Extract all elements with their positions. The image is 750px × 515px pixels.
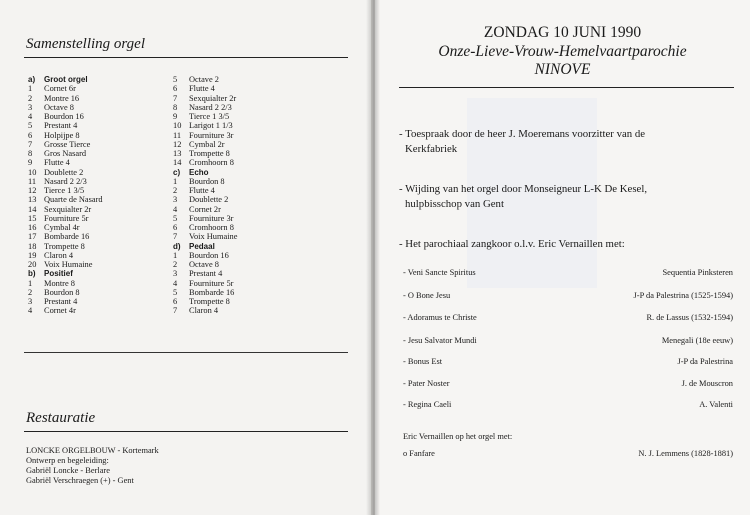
stop-name: Montre 8 <box>44 278 75 288</box>
stop-name: Octave 8 <box>44 102 74 112</box>
stop-number: d) <box>173 241 181 251</box>
stop-name: Montre 16 <box>44 93 80 103</box>
organ-stop <box>173 177 237 186</box>
stop-name: Cornet 4r <box>44 306 76 316</box>
stop-number: 2 <box>173 186 178 195</box>
stop-name: Voix Humaine <box>189 232 238 242</box>
piece-composer: A. Valenti <box>699 400 733 409</box>
division-heading <box>28 75 103 84</box>
restauratie-line: Gabriël Loncke - Berlare <box>26 466 110 475</box>
stop-name: Claron 4 <box>189 306 219 316</box>
stop-name: Positief <box>44 269 73 279</box>
organ-stop <box>28 168 103 177</box>
stop-number: 8 <box>173 102 178 112</box>
stop-number: 2 <box>28 93 33 103</box>
piece-title: - Veni Sancte Spiritus <box>403 268 476 277</box>
stop-name: Bourdon 16 <box>44 112 84 121</box>
organ-stop <box>173 140 237 149</box>
stop-name: Octave 8 <box>189 260 219 269</box>
left-page <box>0 0 371 515</box>
stop-name: Prestant 4 <box>44 297 78 306</box>
restauratie-line: Ontwerp en begeleiding: <box>26 456 109 465</box>
stop-name: Flutte 4 <box>44 158 70 168</box>
stop-name: Bourdon 16 <box>189 250 229 260</box>
organ-intro-text: Eric Vernaillen op het orgel met: <box>403 432 513 441</box>
organ-stop <box>28 186 103 195</box>
stop-name: Bombarde 16 <box>189 287 235 297</box>
stop-number: 7 <box>173 93 178 103</box>
stop-number: 7 <box>173 232 178 242</box>
stop-name: Octave 2 <box>189 75 219 84</box>
stop-number: 4 <box>28 306 33 316</box>
organ-stop <box>173 214 237 223</box>
stop-number: 19 <box>28 250 37 260</box>
stop-name: Claron 4 <box>44 250 74 260</box>
book-spine <box>366 0 380 515</box>
stop-number: 10 <box>28 167 37 177</box>
stop-number: 8 <box>28 149 33 158</box>
stop-name: Trompette 8 <box>189 297 230 306</box>
stop-number: 5 <box>28 121 33 131</box>
stop-number: c) <box>173 167 181 177</box>
organ-stop <box>28 131 103 140</box>
stop-name: Gros Nasard <box>44 149 87 158</box>
organ-stop <box>173 94 237 103</box>
event-date: ZONDAG 10 JUNI 1990 <box>483 24 642 41</box>
stop-name: Sexquialter 2r <box>44 204 92 214</box>
stop-number: 9 <box>28 158 33 168</box>
stop-name: Quarte de Nasard <box>44 195 103 205</box>
organ-piece-row <box>403 449 733 458</box>
organ-stop <box>28 94 103 103</box>
organ-stop <box>28 205 103 214</box>
stop-number: 3 <box>173 195 178 205</box>
stop-number: 12 <box>173 139 182 149</box>
stop-number: 10 <box>173 121 182 131</box>
program-item-choir <box>399 237 729 252</box>
stop-name: Nasard 2 2/3 <box>189 102 232 112</box>
restauratie-line: LONCKE ORGELBOUW - Kortemark <box>26 446 159 455</box>
choir-piece-row <box>403 268 733 277</box>
stop-number: 3 <box>28 102 33 112</box>
choir-piece-row <box>403 357 733 366</box>
stop-name: Groot orgel <box>44 75 88 84</box>
stop-name: Echo <box>189 167 209 177</box>
organ-stop <box>173 288 237 297</box>
stop-number: 6 <box>173 223 178 232</box>
organ-stop <box>173 223 237 232</box>
choir-piece-row <box>403 400 733 409</box>
organ-stops-column-2 <box>173 75 237 316</box>
stop-name: Larigot 1 1/3 <box>189 121 233 131</box>
organ-stop <box>28 121 103 130</box>
stop-name: Cornet 6r <box>44 84 76 94</box>
restauratie-underline <box>24 431 348 432</box>
stop-name: Pedaal <box>189 241 215 251</box>
stop-name: Cornet 2r <box>189 204 221 214</box>
stop-name: Voix Humaine <box>44 260 93 269</box>
organ-stop <box>28 297 103 306</box>
piece-title: - Adoramus te Christe <box>403 313 477 322</box>
stop-name: Trompette 8 <box>189 149 230 158</box>
stop-name: Grosse Tierce <box>44 139 91 149</box>
piece-composer: R. de Lassus (1532-1594) <box>646 313 733 322</box>
organ-stop <box>173 112 237 121</box>
stop-number: 12 <box>28 186 37 195</box>
stop-number: a) <box>28 75 36 84</box>
division-heading <box>28 269 103 278</box>
program-item-speech <box>399 127 729 157</box>
stop-name: Tierce 1 3/5 <box>44 186 85 195</box>
stop-number: 14 <box>28 204 37 214</box>
piece-title: - Bonus Est <box>403 357 443 366</box>
stop-number: 6 <box>173 297 178 306</box>
organ-stop <box>28 103 103 112</box>
organ-stop <box>173 103 237 112</box>
section-divider <box>24 352 348 353</box>
organ-stop <box>28 149 103 158</box>
program-item-line: - Het parochiaal zangkoor o.l.v. Eric Vernaillen met: <box>399 238 625 250</box>
piece-composer: J-P da Palestrina <box>677 357 733 366</box>
choir-piece-row <box>403 313 733 322</box>
stop-number: 3 <box>28 297 33 306</box>
stop-name: Flutte 4 <box>189 84 215 94</box>
stop-number: 6 <box>28 130 33 140</box>
stop-name: Cromhoorn 8 <box>189 223 234 232</box>
piece-composer: Menegali (18e eeuw) <box>661 336 733 345</box>
organ-stops-column-1 <box>28 75 103 316</box>
restauratie-title: Restauratie <box>26 410 96 426</box>
stop-number: 1 <box>28 278 33 288</box>
organ-stop <box>28 279 103 288</box>
piece-composer: N. J. Lemmens (1828-1881) <box>638 449 733 458</box>
program-item-line: - Wijding van het orgel door Monseigneur L-K De Kesel, <box>399 183 648 195</box>
stop-number: 5 <box>173 287 178 297</box>
organ-stop <box>173 84 237 93</box>
stop-name: Bourdon 8 <box>44 287 80 297</box>
choir-piece-row <box>403 291 733 300</box>
organ-stop <box>28 112 103 121</box>
stop-name: Nasard 2 2/3 <box>44 176 87 186</box>
stop-name: Fourniture 5r <box>189 278 234 288</box>
organ-stop <box>173 306 237 315</box>
organ-stop <box>173 149 237 158</box>
organ-stop <box>28 214 103 223</box>
organ-stop <box>173 297 237 306</box>
piece-composer: J. de Mouscron <box>681 379 733 388</box>
stop-number: 5 <box>173 75 178 84</box>
organ-stop <box>28 177 103 186</box>
organ-stop <box>173 269 237 278</box>
stop-number: 2 <box>28 287 33 297</box>
stop-number: 11 <box>173 130 182 140</box>
stop-number: b) <box>28 269 36 279</box>
organ-stop <box>173 260 237 269</box>
stop-name: Trompette 8 <box>44 241 85 251</box>
stop-name: Bourdon 8 <box>189 176 225 186</box>
stop-name: Prestant 4 <box>189 269 223 279</box>
stop-name: Fourniture 3r <box>189 130 234 140</box>
piece-composer: J-P da Palestrina (1525-1594) <box>633 291 733 300</box>
stop-number: 13 <box>28 195 37 205</box>
organ-stop <box>28 251 103 260</box>
organ-stop <box>28 260 103 269</box>
piece-title: - Pater Noster <box>403 379 450 388</box>
organ-stop <box>28 223 103 232</box>
choir-piece-row <box>403 336 733 345</box>
stop-name: Holpijpe 8 <box>44 130 80 140</box>
title-underline <box>24 57 348 58</box>
program-item-line: hulpbisschop van Gent <box>405 198 504 210</box>
organ-intro <box>403 432 733 441</box>
stop-number: 4 <box>173 204 178 214</box>
piece-title: - Jesu Salvator Mundi <box>403 336 477 345</box>
organ-stop <box>28 195 103 204</box>
parish-name: Onze-Lieve-Vrouw-Hemelvaartparochie <box>438 43 687 60</box>
program-item-line: - Toespraak door de heer J. Moeremans voorzitter van de <box>399 128 646 140</box>
stop-name: Prestant 4 <box>44 121 78 131</box>
stop-number: 4 <box>173 278 178 288</box>
heading-rule <box>399 87 734 88</box>
stop-name: Cymbal 4r <box>44 223 80 232</box>
stop-name: Doublette 2 <box>189 195 229 205</box>
organ-stop <box>173 205 237 214</box>
organ-stop <box>173 232 237 241</box>
stop-number: 3 <box>173 269 178 279</box>
stop-number: 11 <box>28 176 37 186</box>
stop-name: Bombarde 16 <box>44 232 90 242</box>
division-heading <box>173 168 237 177</box>
stop-number: 1 <box>173 250 178 260</box>
organ-stop <box>28 288 103 297</box>
city-name: NINOVE <box>534 61 591 78</box>
stop-number: 17 <box>28 232 37 242</box>
division-heading <box>173 242 237 251</box>
piece-title: - Regina Caeli <box>403 400 452 409</box>
stop-number: 9 <box>173 112 178 121</box>
organ-stop <box>173 75 237 84</box>
organ-stop <box>173 186 237 195</box>
organ-stop <box>173 158 237 167</box>
stop-number: 7 <box>28 139 33 149</box>
stop-number: 2 <box>173 260 178 269</box>
stop-number: 1 <box>28 84 33 94</box>
stop-name: Sexquialter 2r <box>189 93 237 103</box>
stop-number: 13 <box>173 149 182 158</box>
right-page <box>375 0 750 515</box>
stop-number: 5 <box>173 213 178 223</box>
program-item-blessing <box>399 182 729 212</box>
piece-composer: Sequentia Pinksteren <box>662 268 733 277</box>
stop-name: Fourniture 5r <box>44 213 89 223</box>
stop-name: Flutte 4 <box>189 186 215 195</box>
program-item-line: Kerkfabriek <box>405 143 458 155</box>
choir-piece-row <box>403 379 733 388</box>
stop-number: 14 <box>173 158 182 168</box>
organ-stop <box>173 195 237 204</box>
organ-stop <box>28 232 103 241</box>
stop-number: 18 <box>28 241 37 251</box>
stop-number: 7 <box>173 306 178 316</box>
organ-stop <box>28 306 103 315</box>
stop-name: Fourniture 3r <box>189 213 234 223</box>
organ-stop <box>28 140 103 149</box>
organ-stop <box>173 279 237 288</box>
organ-stop <box>28 242 103 251</box>
organ-stop <box>28 158 103 167</box>
stop-number: 6 <box>173 84 178 94</box>
piece-title: o Fanfare <box>403 449 435 458</box>
piece-title: - O Bone Jesu <box>403 291 451 300</box>
restauratie-line: Gabriël Verschraegen (+) - Gent <box>26 476 134 485</box>
stop-number: 15 <box>28 213 37 223</box>
organ-stop <box>173 131 237 140</box>
organ-stop <box>173 251 237 260</box>
stop-number: 4 <box>28 112 33 121</box>
stop-name: Cromhoorn 8 <box>189 158 234 168</box>
stop-name: Doublette 2 <box>44 167 84 177</box>
stop-name: Tierce 1 3/5 <box>189 112 230 121</box>
stop-number: 16 <box>28 223 37 232</box>
stop-number: 1 <box>173 176 178 186</box>
organ-stop <box>28 84 103 93</box>
organ-composition-title: Samenstelling orgel <box>26 36 146 52</box>
stop-number: 20 <box>28 260 37 269</box>
stop-name: Cymbal 2r <box>189 139 225 149</box>
organ-stop <box>173 121 237 130</box>
